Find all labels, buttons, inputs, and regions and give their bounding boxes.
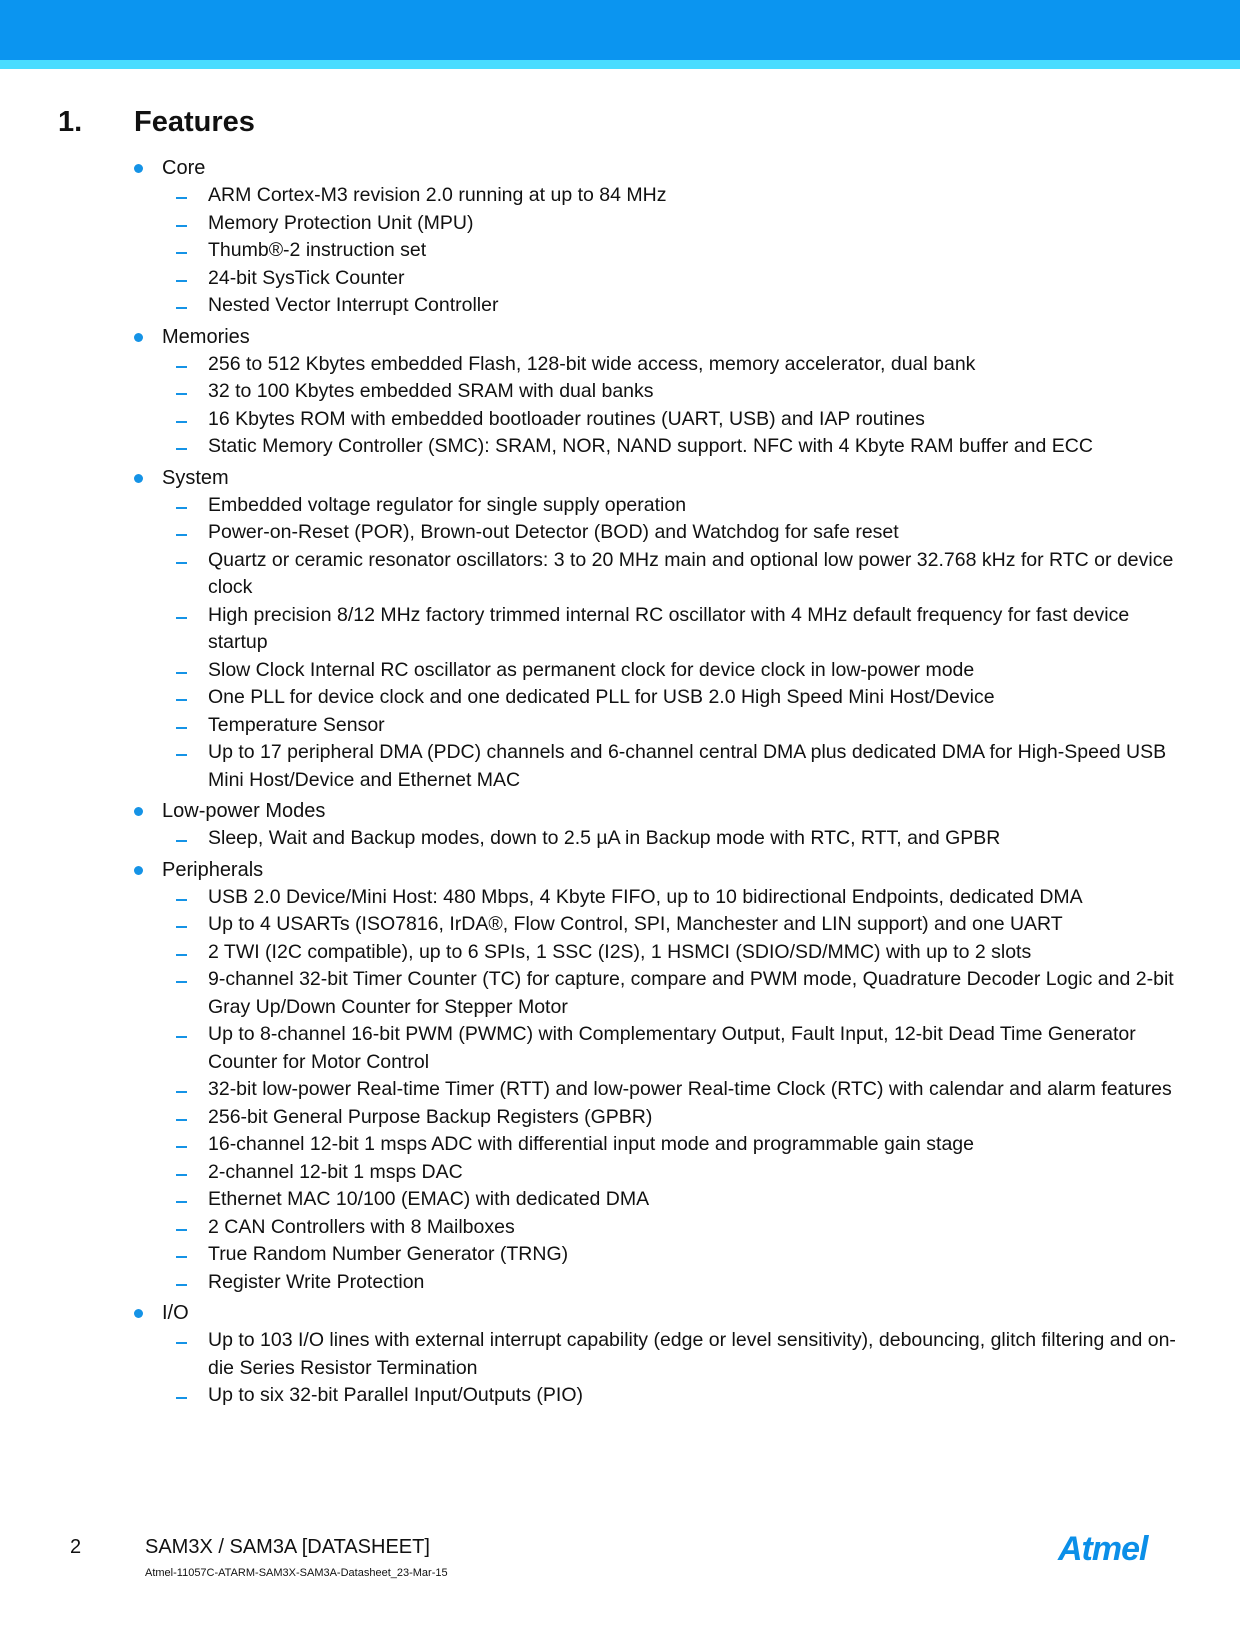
feature-item [162, 210, 1188, 238]
feature-sublist [162, 182, 1188, 320]
feature-item [162, 237, 1188, 265]
feature-item-text: Temperature Sensor [208, 713, 385, 736]
feature-item [162, 519, 1188, 547]
document-title: SAM3X / SAM3A [DATASHEET] [145, 1536, 430, 1558]
feature-item [162, 1382, 1188, 1410]
feature-item [162, 1214, 1188, 1242]
dash-icon [176, 1174, 187, 1176]
dash-icon [176, 981, 187, 983]
dash-icon [176, 421, 187, 423]
dash-icon [176, 448, 187, 450]
feature-category [128, 856, 1188, 1297]
feature-item [162, 292, 1188, 320]
document-id: Atmel-11057C-ATARM-SAM3X-SAM3A-Datasheet_23-Mar-15 [145, 1567, 448, 1579]
section-number: 1. [58, 106, 83, 138]
feature-item [162, 265, 1188, 293]
bullet-icon [134, 333, 143, 342]
feature-item-text: Nested Vector Interrupt Controller [208, 294, 499, 316]
feature-item [162, 378, 1188, 406]
feature-item-text: 16 Kbytes ROM with embedded bootloader routines (UART, USB) and IAP routines [208, 407, 925, 430]
feature-item-text: Register Write Protection [208, 1270, 425, 1293]
bullet-icon [134, 164, 143, 173]
feature-item [162, 657, 1188, 685]
feature-category-label: Low-power Modes [162, 800, 326, 822]
dash-icon [176, 1119, 187, 1121]
feature-category-label: Peripherals [162, 858, 264, 881]
feature-item [162, 492, 1188, 520]
feature-item-text: Ethernet MAC 10/100 (EMAC) with dedicated DMA [208, 1188, 650, 1210]
feature-category [128, 154, 1188, 320]
feature-category [128, 323, 1188, 461]
feature-item-text: 2 TWI (I2C compatible), up to 6 SPIs, 1 SSC (I2S), 1 HSMCI (SDIO/SD/MMC) with up to 2 slots [208, 940, 1032, 963]
feature-item [162, 182, 1188, 210]
feature-item [162, 1159, 1188, 1187]
dash-icon [176, 1036, 187, 1038]
feature-sublist [162, 492, 1188, 795]
feature-item-text: USB 2.0 Device/Mini Host: 480 Mbps, 4 Kbyte FIFO, up to 10 bidirectional Endpoints, dedicated DMA [208, 885, 1083, 908]
dash-icon [176, 754, 187, 756]
feature-item-text: Static Memory Controller (SMC): SRAM, NOR, NAND support. NFC with 4 Kbyte RAM buffer and ECC [208, 435, 1093, 457]
feature-item [162, 547, 1188, 602]
atmel-logo: Atmel [1058, 1530, 1148, 1568]
dash-icon [176, 507, 187, 509]
feature-item [162, 1186, 1188, 1214]
feature-item-text: 256 to 512 Kbytes embedded Flash, 128-bit wide access, memory accelerator, dual bank [208, 352, 976, 375]
feature-item-text: 2-channel 12-bit 1 msps DAC [208, 1160, 463, 1183]
dash-icon [176, 954, 187, 956]
section-heading: Features [134, 106, 255, 138]
feature-category-label: Core [162, 157, 206, 179]
feature-item-text: Up to six 32-bit Parallel Input/Outputs (PIO) [208, 1384, 583, 1406]
feature-item [162, 433, 1188, 461]
feature-item-text: 32 to 100 Kbytes embedded SRAM with dual banks [208, 380, 654, 402]
dash-icon [176, 1284, 187, 1286]
feature-item [162, 825, 1188, 853]
dash-icon [176, 366, 187, 368]
feature-item-text: Thumb®-2 instruction set [208, 239, 427, 261]
feature-item-text: 16-channel 12-bit 1 msps ADC with differential input mode and programmable gain stage [208, 1133, 974, 1155]
feature-item-text: Up to 17 peripheral DMA (PDC) channels and 6-channel central DMA plus dedicated DMA for High-Speed USB Mini Host/Device and Ethernet MAC [208, 741, 1167, 791]
feature-item [162, 351, 1188, 379]
dash-icon [176, 562, 187, 564]
feature-item [162, 739, 1188, 794]
feature-item [162, 712, 1188, 740]
feature-item [162, 911, 1188, 939]
dash-icon [176, 1229, 187, 1231]
dash-icon [176, 534, 187, 536]
feature-item [162, 406, 1188, 434]
feature-sublist [162, 351, 1188, 461]
feature-item-text: Quartz or ceramic resonator oscillators: 3 to 20 MHz main and optional low power 32.768 kHz for RTC or device clock [208, 548, 1174, 598]
bullet-icon [134, 474, 143, 483]
feature-item-text: Power-on-Reset (POR), Brown-out Detector (BOD) and Watchdog for safe reset [208, 521, 899, 543]
feature-item [162, 1131, 1188, 1159]
feature-category-label: I/O [162, 1302, 189, 1324]
dash-icon [176, 1256, 187, 1258]
bullet-icon [134, 866, 143, 875]
feature-item-text: 24-bit SysTick Counter [208, 266, 405, 289]
feature-item [162, 1241, 1188, 1269]
header-stripe [0, 60, 1240, 69]
feature-item [162, 1104, 1188, 1132]
section-title [58, 106, 255, 139]
feature-category [128, 1299, 1188, 1410]
feature-item-text: High precision 8/12 MHz factory trimmed internal RC oscillator with 4 MHz default frequency for fast device startup [208, 603, 1130, 653]
bullet-icon [134, 807, 143, 816]
feature-item-text: ARM Cortex-M3 revision 2.0 running at up to 84 MHz [208, 184, 667, 206]
feature-sublist [162, 884, 1188, 1297]
feature-item-text: 9-channel 32-bit Timer Counter (TC) for capture, compare and PWM mode, Quadrature Decoder Logic and 2-bit Gray Up/Down Counter for Stepper Motor [208, 968, 1174, 1018]
feature-item [162, 939, 1188, 967]
feature-item-text: 2 CAN Controllers with 8 Mailboxes [208, 1215, 515, 1238]
feature-item-text: Up to 103 I/O lines with external interrupt capability (edge or level sensitivity), debouncing, glitch filtering and on-die Series Resistor Termination [208, 1329, 1176, 1379]
header-band [0, 0, 1240, 60]
feature-category-label: System [162, 466, 229, 489]
feature-category [128, 464, 1188, 795]
dash-icon [176, 393, 187, 395]
feature-item-text: Up to 8-channel 16-bit PWM (PWMC) with Complementary Output, Fault Input, 12-bit Dead Time Generator Counter for Motor Control [208, 1023, 1136, 1073]
feature-item [162, 966, 1188, 1021]
feature-item [162, 1269, 1188, 1297]
dash-icon [176, 252, 187, 254]
dash-icon [176, 617, 187, 619]
dash-icon [176, 1397, 187, 1399]
feature-item [162, 602, 1188, 657]
dash-icon [176, 280, 187, 282]
dash-icon [176, 1091, 187, 1093]
dash-icon [176, 899, 187, 901]
dash-icon [176, 699, 187, 701]
bullet-icon [134, 1309, 143, 1318]
feature-item [162, 1021, 1188, 1076]
feature-item-text: Sleep, Wait and Backup modes, down to 2.5 µA in Backup mode with RTC, RTT, and GPBR [208, 827, 1001, 849]
dash-icon [176, 307, 187, 309]
dash-icon [176, 1342, 187, 1344]
feature-item [162, 884, 1188, 912]
dash-icon [176, 197, 187, 199]
feature-item-text: One PLL for device clock and one dedicated PLL for USB 2.0 High Speed Mini Host/Device [208, 686, 995, 708]
page-number: 2 [70, 1536, 82, 1558]
dash-icon [176, 727, 187, 729]
dash-icon [176, 926, 187, 928]
feature-item [162, 684, 1188, 712]
feature-item-text: Slow Clock Internal RC oscillator as permanent clock for device clock in low-power mode [208, 658, 975, 681]
feature-item [162, 1076, 1188, 1104]
dash-icon [176, 672, 187, 674]
dash-icon [176, 225, 187, 227]
feature-sublist [162, 1327, 1188, 1410]
feature-item-text: Up to 4 USARTs (ISO7816, IrDA®, Flow Control, SPI, Manchester and LIN support) and one UART [208, 913, 1063, 935]
feature-list [128, 154, 1188, 1413]
dash-icon [176, 1146, 187, 1148]
dash-icon [176, 1201, 187, 1203]
feature-sublist [162, 825, 1188, 853]
feature-category [128, 797, 1188, 853]
feature-item-text: 32-bit low-power Real-time Timer (RTT) and low-power Real-time Clock (RTC) with calendar and alarm features [208, 1078, 1172, 1100]
feature-item-text: Memory Protection Unit (MPU) [208, 211, 474, 234]
feature-item-text: True Random Number Generator (TRNG) [208, 1243, 569, 1265]
feature-item [162, 1327, 1188, 1382]
dash-icon [176, 840, 187, 842]
feature-item-text: Embedded voltage regulator for single supply operation [208, 493, 687, 516]
feature-item-text: 256-bit General Purpose Backup Registers (GPBR) [208, 1105, 653, 1128]
feature-category-label: Memories [162, 325, 250, 348]
